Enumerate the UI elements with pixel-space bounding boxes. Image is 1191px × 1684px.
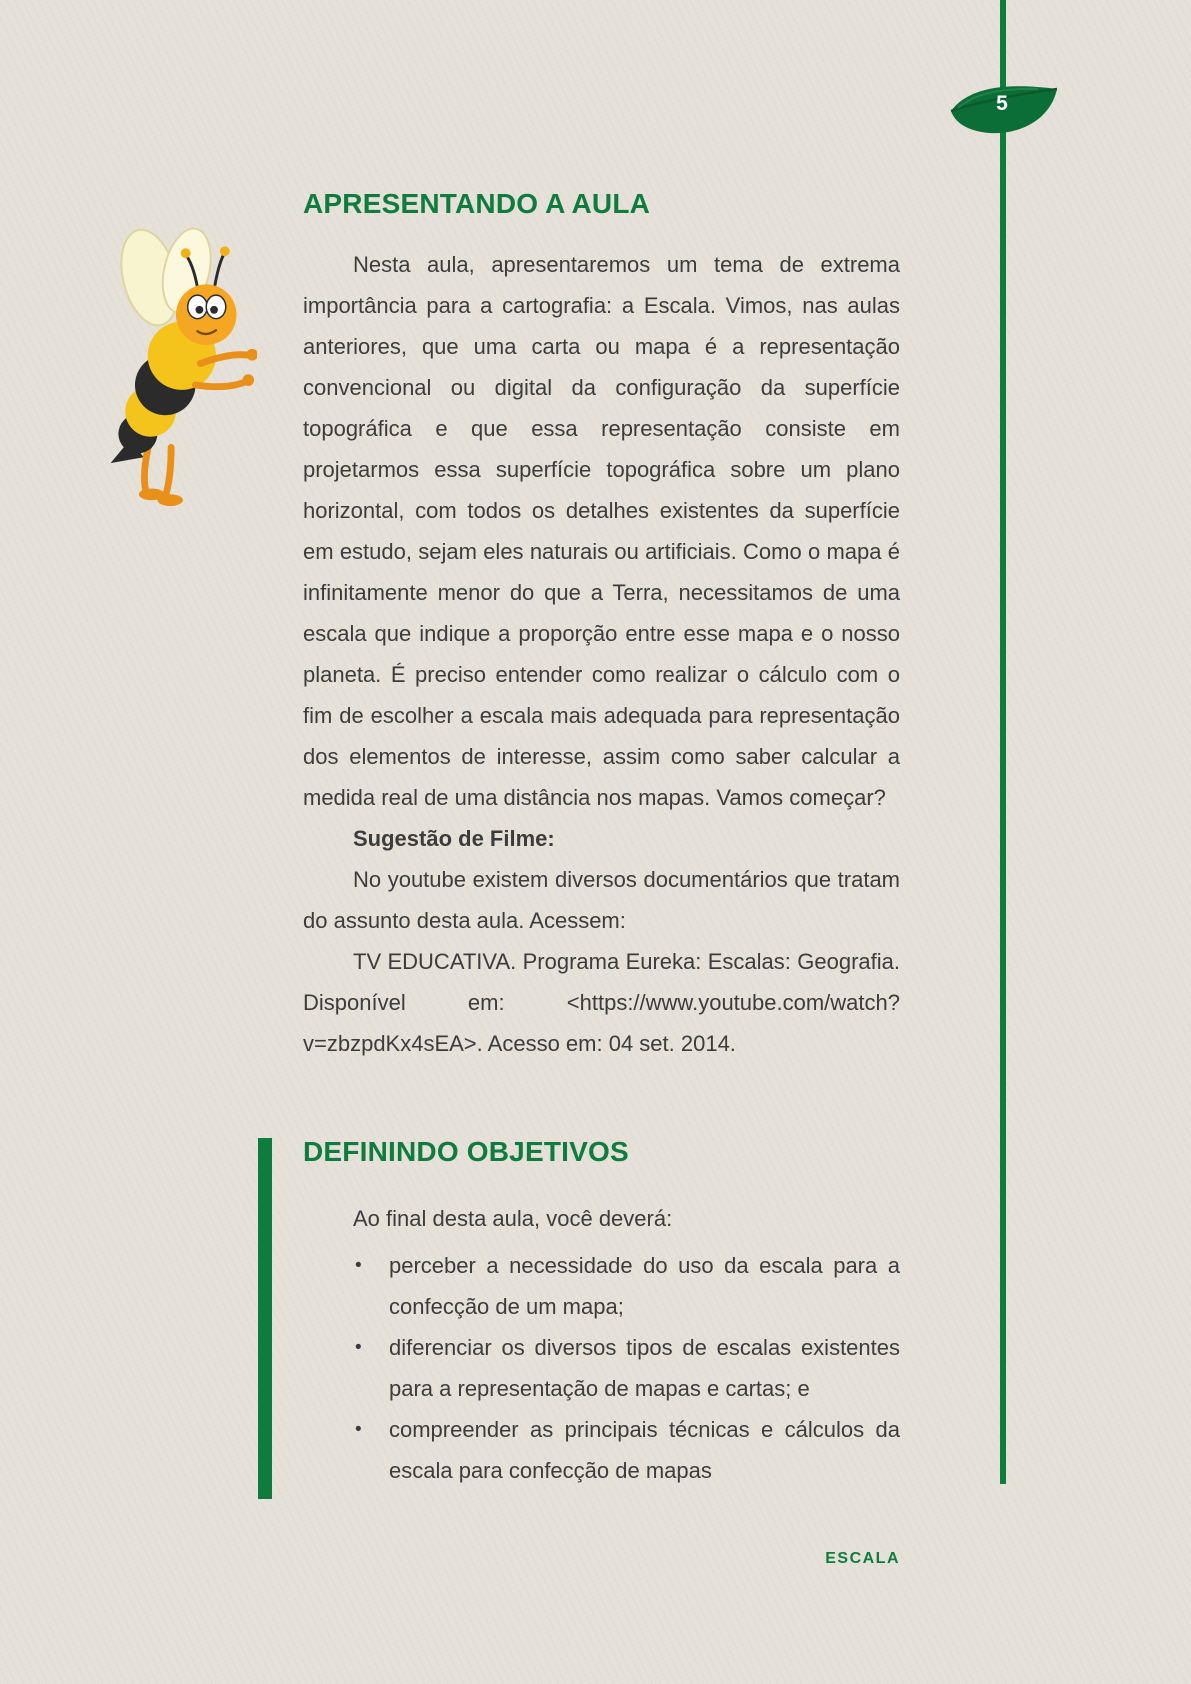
footer-label: ESCALA [825, 1550, 900, 1567]
bullet-icon: • [355, 1419, 362, 1440]
main-text-column [303, 188, 900, 1497]
section-title-apresentando-a-aula: APRESENTANDO A AULA [303, 188, 651, 219]
film-suggestion-heading: Sugestão de Filme: [353, 826, 555, 851]
film-intro-paragraph: No youtube existem diversos documentários que tratam do assunto desta aula. Acessem: [303, 867, 900, 933]
list-item-text: diferenciar os diversos tipos de escalas existentes para a representação de mapas e cartas; e [389, 1335, 900, 1401]
objectives-list [303, 1245, 900, 1491]
intro-paragraph: Nesta aula, apresentaremos um tema de extrema importância para a cartografia: a Escala. Vimos, nas aulas anteriores, que uma carta ou mapa é a representação convencional ou digital da configuração da superfície topográfica e que essa representação consiste em projetarmos essa superfície topográfica sobre um plano horizontal, com todos os detalhes existentes da superfície em estudo, sejam eles naturais ou artificiais. Como o mapa é infinitamente menor do que a Terra, necessitamos de uma escala que indique a proporção entre esse mapa e o nosso planeta. É preciso entender como realizar o cálculo com o fim de escolher a escala mais adequada para representação dos elementos de interesse, assim como saber calcular a medida real de uma distância nos mapas. Vamos começar? [303, 252, 900, 810]
right-margin-rule [1000, 0, 1006, 1484]
leaf-page-number-badge [948, 80, 1060, 138]
bullet-icon: • [355, 1255, 362, 1276]
bee-mascot-icon [52, 216, 257, 511]
list-item [303, 1245, 900, 1327]
list-item [303, 1409, 900, 1491]
objectives-intro: Ao final desta aula, você deverá: [353, 1206, 673, 1231]
list-item-text: compreender as principais técnicas e cálculos da escala para confecção de mapas [389, 1417, 900, 1483]
section-accent-bar [258, 1138, 272, 1499]
section-title-definindo-objetivos: DEFININDO OBJETIVOS [303, 1136, 629, 1167]
film-reference-paragraph: TV EDUCATIVA. Programa Eureka: Escalas: Geografia. Disponível em: <https://www.youtube.com/watch?v=zbzpdKx4sEA>. Acesso em: 04 set. 2014. [303, 949, 900, 1056]
objectives-section [303, 1136, 900, 1497]
list-item [303, 1327, 900, 1409]
list-item-text: perceber a necessidade do uso da escala para a confecção de um mapa; [389, 1253, 900, 1319]
page-number: 5 [996, 92, 1008, 115]
bullet-icon: • [355, 1337, 362, 1358]
